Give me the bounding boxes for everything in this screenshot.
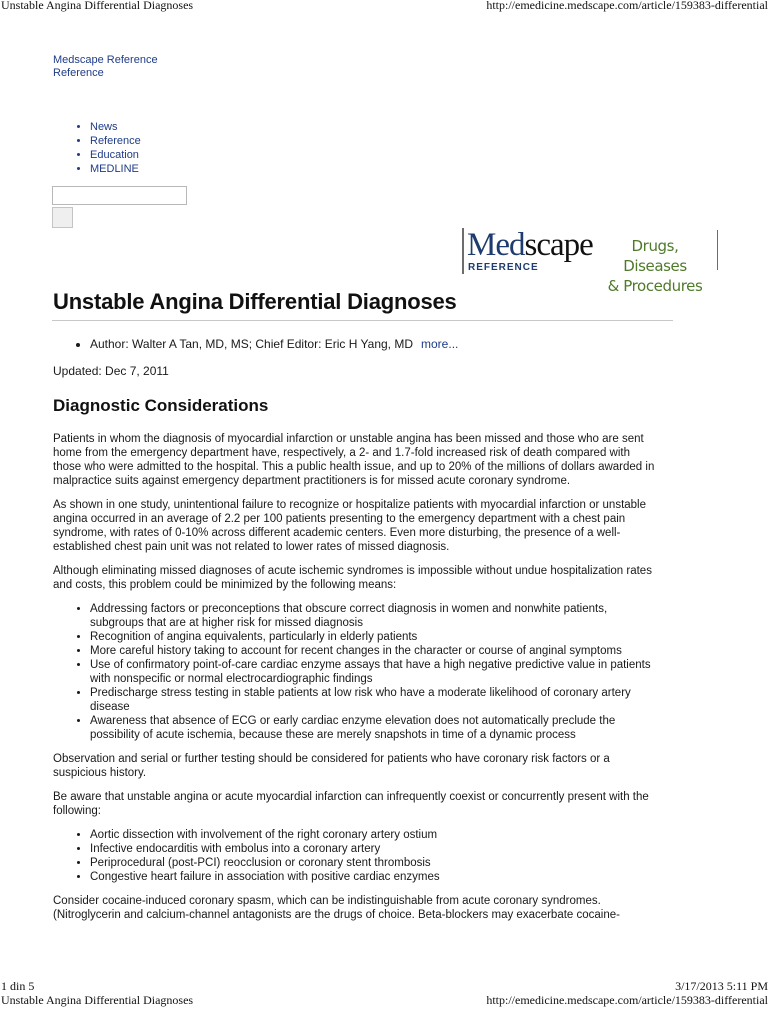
logo-divider-left [462,228,464,274]
more-link[interactable]: more... [421,337,459,351]
list-item: • Awareness that absence of ECG or early cardiac enzyme elevation does not automatically preclude the possibility of acute ischemia, because these are merely snapshots in time of a dynamic process [90,714,658,742]
print-header-url: http://emedicine.medscape.com/article/159383-differential [486,0,768,12]
nav-item-news[interactable]: • News [90,120,141,134]
list-item: • Recognition of angina equivalents, particularly in elderly patients [90,630,658,644]
page-number: 1 din 5 [1,979,35,993]
list-item: • Aortic dissection with involvement of the right coronary artery ostium [90,828,658,842]
paragraph: Observation and serial or further testing should be considered for patients who have coronary risk factors or a suspicious history. [53,753,610,779]
logo-divider-right [717,230,718,270]
section-heading: Diagnostic Considerations [53,396,269,415]
list-item: • Congestive heart failure in association with positive cardiac enzymes [90,870,658,884]
list-item: • Predischarge stress testing in stable patients at low risk who have a moderate likelihood of coronary artery disease [90,686,658,714]
author-text: Author: Walter A Tan, MD, MS; Chief Editor: Eric H Yang, MD [90,337,414,351]
site-brand [53,54,158,80]
coexisting-conditions-list [53,828,658,884]
print-header-title: Unstable Angina Differential Diagnoses [1,0,194,12]
print-header [0,0,768,14]
logo-tagline [600,236,710,296]
paragraph: Consider cocaine-induced coronary spasm, which can be indistinguishable from acute coronary syndromes. (Nitroglycerin and calcium-channel antagonists are the drugs of choice. Beta-blockers may exacerbate cocaine- [53,895,620,921]
print-footer-url: http://emedicine.medscape.com/article/159383-differential [486,993,768,1007]
paragraph: Although eliminating missed diagnoses of acute ischemic syndromes is impossible without undue hospitalization rates and costs, this problem could be minimized by the following means: [53,565,652,591]
author-line [71,337,458,351]
list-item: • Addressing factors or preconceptions that obscure correct diagnosis in women and nonwhite patients, subgroups that are at higher risk for missed diagnosis [90,602,658,630]
prevention-list [53,602,658,742]
list-item: • Periprocedural (post-PCI) reocclusion or coronary stent thrombosis [90,856,658,870]
paragraph: Be aware that unstable angina or acute myocardial infarction can infrequently coexist or concurrently present with the following: [53,791,649,817]
nav-item-medline[interactable]: • MEDLINE [90,162,141,176]
article-body [53,432,658,932]
paragraph: As shown in one study, unintentional failure to recognize or hospitalize patients with myocardial infarction or unstable angina occurred in an average of 2.2 per 100 patients presenting to the emergency department with a chest pain syndrome, with rates of 0-10% across different academic centers. Even more disturbing, the presence of a well-established chest pain unit was not related to lower rates of missed diagnosis. [53,499,647,553]
top-navigation [71,120,141,176]
brand-link-medscape-reference[interactable]: Medscape Reference [53,54,158,66]
print-next-header [0,993,768,1009]
page-title: Unstable Angina Differential Diagnoses [53,289,457,314]
author-item [90,337,458,351]
title-divider [52,320,673,321]
print-footer-title: Unstable Angina Differential Diagnoses [1,993,194,1007]
medscape-reference-logo [462,227,718,295]
search-input[interactable] [52,186,187,205]
paragraph: Patients in whom the diagnosis of myocardial infarction or unstable angina has been missed and those who are sent home from the emergency department have, respectively, a 2- and 1.7-fold increased risk of death compared with those who were admitted to the hospital. This a public health issue, and up to 20% of the millions of dollars awarded in malpractice suits against emergency department practitioners is for missed acute coronary syndrome. [53,433,655,487]
logo-reference-text: REFERENCE [468,262,539,273]
updated-date: Updated: Dec 7, 2011 [53,364,169,378]
list-item: • Infective endocarditis with embolus into a coronary artery [90,842,658,856]
print-datetime: 3/17/2013 5:11 PM [675,979,768,993]
logo-tagline-line1: Drugs, Diseases [623,237,687,275]
nav-item-education[interactable]: • Education [90,148,141,162]
list-item: • More careful history taking to account for recent changes in the character or course of anginal symptoms [90,644,658,658]
nav-item-reference[interactable]: • Reference [90,134,141,148]
brand-link-reference[interactable]: Reference [53,67,104,79]
list-item: • Use of confirmatory point-of-care cardiac enzyme assays that have a high negative predictive value in patients with nonspecific or normal electrocardiographic findings [90,658,658,686]
logo-tagline-line2: & Procedures [607,277,703,295]
logo-wordmark: Medscape [467,227,593,263]
search-button[interactable] [52,207,73,228]
